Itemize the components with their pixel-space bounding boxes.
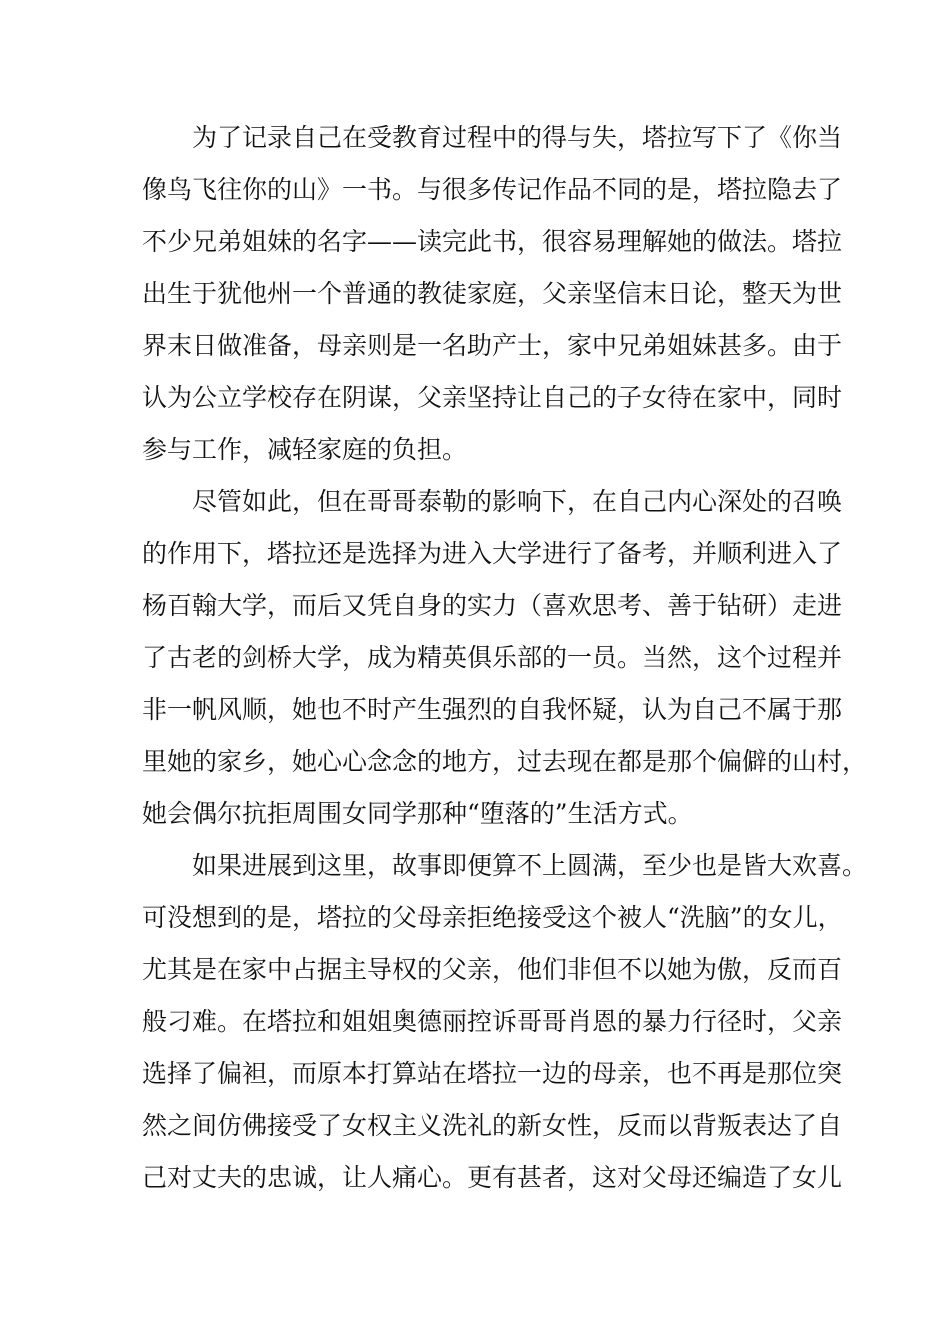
text-line: 杨百翰大学，而后又凭自身的实力（喜欢思考、善于钻研）走进: [142, 591, 843, 620]
text-line: 认为公立学校存在阴谋，父亲坚持让自己的子女待在家中，同时: [142, 383, 843, 412]
text-line: 可没想到的是，塔拉的父母亲拒绝接受这个被人“洗脑”的女儿，: [142, 903, 843, 932]
text-line: 为了记录自己在受教育过程中的得与失，塔拉写下了《你当: [192, 123, 843, 152]
text-line: 她会偶尔抗拒周围女同学那种“堕落的”生活方式。: [142, 799, 693, 828]
text-line: 非一帆风顺，她也不时产生强烈的自我怀疑，认为自己不属于那: [142, 695, 843, 724]
text-line: 里她的家乡，她心心念念的地方，过去现在都是那个偏僻的山村，: [142, 747, 868, 776]
paragraph-3: [142, 840, 868, 1204]
text-line: 般刁难。在塔拉和姐姐奥德丽控诉哥哥肖恩的暴力行径时，父亲: [142, 1007, 843, 1036]
text-line: 尤其是在家中占据主导权的父亲，他们非但不以她为傲，反而百: [142, 955, 843, 984]
text-line: 界末日做准备，母亲则是一名助产士，家中兄弟姐妹甚多。由于: [142, 331, 843, 360]
paragraph-2: [142, 476, 868, 840]
paragraph-1: [142, 112, 843, 476]
text-line: 尽管如此，但在哥哥泰勒的影响下，在自己内心深处的召唤: [192, 487, 843, 516]
text-line: 出生于犹他州一个普通的教徒家庭，父亲坚信末日论，整天为世: [142, 279, 843, 308]
text-line: 的作用下，塔拉还是选择为进入大学进行了备考，并顺利进入了: [142, 539, 843, 568]
text-line: 不少兄弟姐妹的名字——读完此书，很容易理解她的做法。塔拉: [142, 227, 843, 256]
text-line: 像鸟飞往你的山》一书。与很多传记作品不同的是，塔拉隐去了: [142, 175, 843, 204]
text-line: 参与工作，减轻家庭的负担。: [142, 435, 468, 464]
text-line: 了古老的剑桥大学，成为精英俱乐部的一员。当然，这个过程并: [142, 643, 843, 672]
text-line: 己对丈夫的忠诚，让人痛心。更有甚者，这对父母还编造了女儿: [142, 1163, 843, 1192]
text-line: 然之间仿佛接受了女权主义洗礼的新女性，反而以背叛表达了自: [142, 1111, 843, 1140]
text-line: 如果进展到这里，故事即便算不上圆满，至少也是皆大欢喜。: [192, 851, 868, 880]
text-line: 选择了偏袒，而原本打算站在塔拉一边的母亲，也不再是那位突: [142, 1059, 843, 1088]
